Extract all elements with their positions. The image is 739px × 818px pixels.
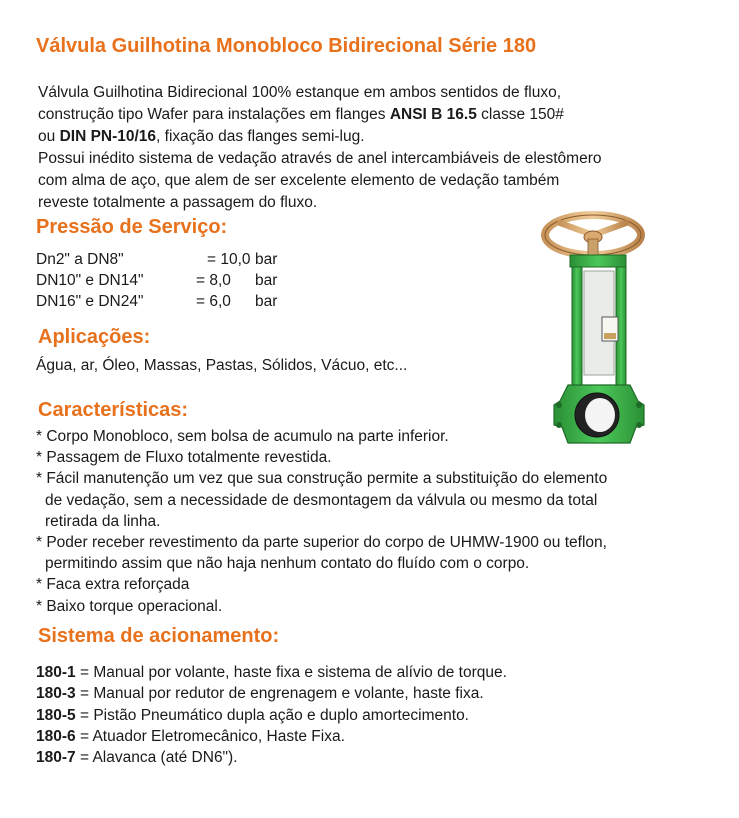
pressure-value: = 10,0 — [207, 251, 251, 268]
pressure-range: Dn2" a DN8" — [36, 251, 124, 268]
applications-heading: Aplicações: — [38, 326, 151, 348]
model-description: = Manual por volante, haste fixa e sistema de alívio de torque. — [75, 664, 507, 681]
list-item — [36, 747, 507, 768]
actuation-list — [36, 662, 507, 768]
list-item: permitindo assim que não haja nenhum contato do fluído com o corpo. — [45, 555, 530, 573]
actuation-heading: Sistema de acionamento: — [38, 625, 280, 647]
model-code: 180-3 — [36, 685, 76, 703]
pressure-range: DN16" e DN24" — [36, 293, 144, 310]
model-description: = Pistão Pneumático dupla ação e duplo amortecimento. — [75, 706, 469, 724]
list-item: de vedação, sem a necessidade de desmontagem da válvula ou mesmo da total — [45, 491, 598, 509]
model-code: 180-7 — [36, 749, 76, 767]
model-code: 180-1 — [36, 664, 76, 681]
valve-illustration — [540, 205, 655, 450]
valve-body — [554, 385, 644, 443]
page-title: Válvula Guilhotina Monobloco Bidirecional Série 180 — [36, 35, 537, 57]
list-item: retirada da linha. — [45, 512, 161, 530]
list-item: * Fácil manutenção um vez que sua construção permite a substituição do elemento — [36, 470, 608, 488]
intro-line — [38, 126, 601, 148]
pressure-unit: bar — [255, 272, 278, 289]
list-item: * Passagem de Fluxo totalmente revestida. — [36, 449, 332, 467]
ansi-standard: ANSI B 16.5 — [389, 106, 477, 123]
pressure-unit: bar — [255, 251, 278, 268]
intro-text: , fixação das flanges semi-lug. — [156, 128, 365, 145]
intro-line — [38, 104, 601, 126]
intro-line: Válvula Guilhotina Bidirecional 100% estanque em ambos sentidos de fluxo, — [38, 84, 562, 101]
pressure-range: DN10" e DN14" — [36, 272, 144, 289]
list-item — [36, 726, 507, 747]
model-code: 180-6 — [36, 727, 76, 745]
intro-line: reveste totalmente a passagem do fluxo. — [38, 194, 318, 211]
intro-paragraph — [38, 82, 601, 214]
list-item — [36, 705, 507, 726]
characteristics-heading: Características: — [38, 399, 189, 421]
list-item: * Poder receber revestimento da parte superior do corpo de UHMW-1900 ou teflon, — [36, 533, 607, 551]
list-item — [36, 683, 507, 704]
din-standard: DIN PN-10/16 — [59, 128, 157, 145]
characteristics-list — [36, 426, 607, 617]
pressure-heading: Pressão de Serviço: — [36, 216, 228, 238]
intro-line: Possui inédito sistema de vedação através de anel intercambiáveis de elestômero — [38, 150, 602, 167]
pressure-value: = 8,0 — [196, 272, 231, 289]
pressure-unit: bar — [255, 293, 278, 310]
valve-yoke — [570, 255, 626, 387]
handwheel — [545, 215, 641, 255]
list-item: * Corpo Monobloco, sem bolsa de acumulo na parte inferior. — [36, 428, 449, 445]
applications-text: Água, ar, Óleo, Massas, Pastas, Sólidos, Vácuo, etc... — [36, 357, 408, 374]
intro-text: classe 150# — [476, 106, 564, 123]
model-code: 180-5 — [36, 706, 76, 724]
model-description: = Manual por redutor de engrenagem e volante, haste fixa. — [75, 685, 484, 703]
model-description: = Alavanca (até DN6"). — [75, 749, 238, 767]
intro-line: com alma de aço, que alem de ser excelente elemento de vedação também — [38, 172, 560, 189]
intro-text: ou — [38, 128, 60, 145]
list-item — [36, 662, 507, 683]
list-item: * Baixo torque operacional. — [36, 597, 223, 615]
pressure-value: = 6,0 — [196, 293, 231, 310]
model-description: = Atuador Eletromecânico, Haste Fixa. — [75, 727, 345, 745]
intro-text: construção tipo Wafer para instalações em flanges — [38, 106, 390, 123]
list-item: * Faca extra reforçada — [36, 576, 190, 594]
